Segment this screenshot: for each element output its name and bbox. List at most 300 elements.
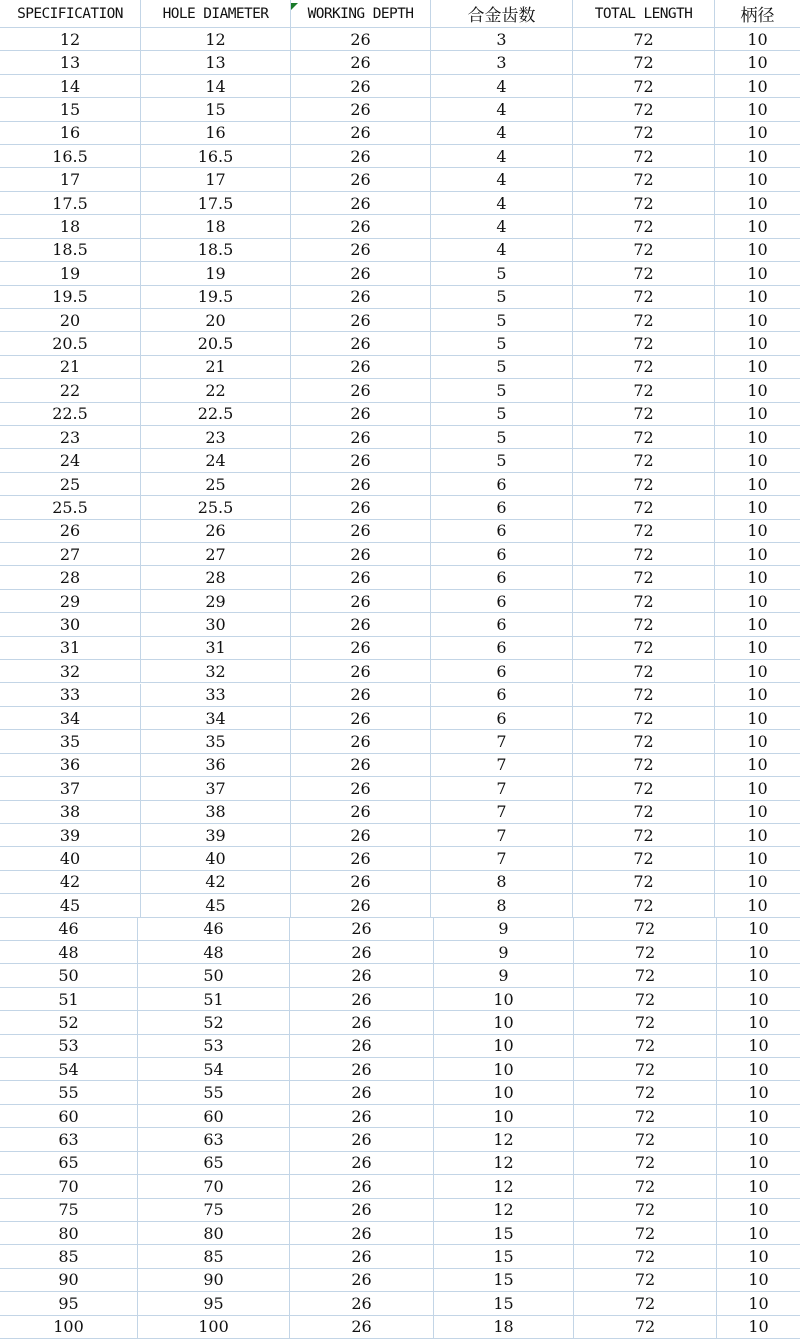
working-depth-cell[interactable]: 26 [291, 871, 431, 893]
spec-cell[interactable]: 28 [0, 566, 141, 588]
working-depth-cell[interactable]: 26 [291, 426, 431, 448]
teeth-cell[interactable]: 7 [431, 730, 573, 752]
total-length-cell[interactable]: 72 [573, 754, 715, 776]
working-depth-cell[interactable]: 26 [290, 1245, 434, 1267]
working-depth-cell[interactable]: 26 [291, 590, 431, 612]
spec-cell[interactable]: 30 [0, 613, 141, 635]
shank-cell[interactable]: 10 [748, 966, 769, 986]
hole-diameter-cell[interactable]: 16 [141, 122, 291, 144]
hole-diameter-cell[interactable]: 23 [141, 426, 291, 448]
spec-cell[interactable]: 18.5 [0, 239, 141, 261]
shank-cell[interactable]: 10 [747, 53, 768, 73]
hole-diameter-cell[interactable]: 14 [141, 75, 291, 97]
spec-cell[interactable]: 45 [0, 894, 141, 916]
working-depth-cell[interactable]: 26 [291, 801, 431, 823]
spec-cell[interactable]: 22.5 [0, 403, 141, 425]
teeth-cell[interactable]: 18 [434, 1316, 574, 1338]
total-length-cell[interactable]: 72 [574, 1011, 717, 1033]
total-length-cell[interactable]: 72 [573, 332, 715, 354]
hole-diameter-cell[interactable]: 34 [141, 707, 291, 729]
spec-cell[interactable]: 42 [0, 871, 141, 893]
hole-diameter-cell[interactable]: 38 [141, 801, 291, 823]
shank-cell[interactable]: 10 [748, 1317, 769, 1337]
spec-cell[interactable]: 54 [0, 1058, 138, 1080]
spec-cell[interactable]: 32 [0, 660, 141, 682]
spec-cell[interactable]: 55 [0, 1081, 138, 1103]
working-depth-cell[interactable]: 26 [291, 262, 431, 284]
working-depth-cell[interactable]: 26 [290, 964, 434, 986]
spec-cell[interactable]: 51 [0, 988, 138, 1010]
total-length-cell[interactable]: 72 [573, 75, 715, 97]
hole-diameter-cell[interactable]: 55 [138, 1081, 290, 1103]
spec-cell[interactable]: 25 [0, 473, 141, 495]
spec-cell[interactable]: 17.5 [0, 192, 141, 214]
total-length-cell[interactable]: 72 [574, 1316, 717, 1338]
teeth-cell[interactable]: 15 [434, 1245, 574, 1267]
teeth-cell[interactable]: 6 [431, 660, 573, 682]
spec-cell[interactable]: 38 [0, 801, 141, 823]
hole-diameter-cell[interactable]: 70 [138, 1175, 290, 1197]
total-length-cell[interactable]: 72 [574, 918, 717, 940]
hole-diameter-cell[interactable]: 22 [141, 379, 291, 401]
shank-cell[interactable]: 10 [747, 380, 768, 400]
total-length-cell[interactable]: 72 [574, 988, 717, 1010]
total-length-cell[interactable]: 72 [573, 777, 715, 799]
shank-cell[interactable]: 10 [747, 427, 768, 447]
teeth-cell[interactable]: 9 [434, 918, 574, 940]
total-length-cell[interactable]: 72 [573, 192, 715, 214]
teeth-cell[interactable]: 5 [431, 262, 573, 284]
shank-cell[interactable]: 10 [748, 1293, 769, 1313]
shank-cell[interactable]: 10 [748, 1247, 769, 1267]
teeth-cell[interactable]: 10 [434, 988, 574, 1010]
shank-cell[interactable]: 10 [747, 895, 768, 915]
total-length-cell[interactable]: 72 [574, 1035, 717, 1057]
hole-diameter-cell[interactable]: 52 [138, 1011, 290, 1033]
total-length-cell[interactable]: 72 [573, 473, 715, 495]
spec-cell[interactable]: 37 [0, 777, 141, 799]
shank-cell[interactable]: 10 [747, 404, 768, 424]
shank-cell[interactable]: 10 [748, 1270, 769, 1290]
shank-cell[interactable]: 10 [747, 591, 768, 611]
hole-diameter-cell[interactable]: 19.5 [141, 286, 291, 308]
hole-diameter-cell[interactable]: 32 [141, 660, 291, 682]
hole-diameter-cell[interactable]: 28 [141, 566, 291, 588]
shank-cell[interactable]: 10 [748, 1130, 769, 1149]
teeth-cell[interactable]: 7 [431, 824, 573, 846]
shank-cell[interactable]: 10 [747, 334, 768, 354]
shank-cell[interactable]: 10 [747, 778, 768, 798]
total-length-cell[interactable]: 72 [573, 824, 715, 846]
spec-cell[interactable]: 53 [0, 1035, 138, 1057]
spec-cell[interactable]: 19 [0, 262, 141, 284]
spec-cell[interactable]: 65 [0, 1152, 138, 1174]
teeth-cell[interactable]: 6 [431, 684, 573, 706]
spec-cell[interactable]: 13 [0, 51, 141, 73]
spec-cell[interactable]: 60 [0, 1105, 138, 1127]
hole-diameter-cell[interactable]: 13 [141, 51, 291, 73]
shank-cell[interactable]: 10 [747, 497, 768, 517]
hole-diameter-cell[interactable]: 20.5 [141, 332, 291, 354]
hole-diameter-cell[interactable]: 16.5 [141, 145, 291, 167]
teeth-cell[interactable]: 4 [431, 98, 573, 120]
total-length-cell[interactable]: 72 [574, 1222, 717, 1244]
shank-cell[interactable]: 10 [747, 310, 768, 330]
shank-cell[interactable]: 10 [747, 123, 768, 143]
teeth-cell[interactable]: 12 [434, 1199, 574, 1221]
hole-diameter-cell[interactable]: 54 [138, 1058, 290, 1080]
teeth-cell[interactable]: 15 [434, 1222, 574, 1244]
spec-cell[interactable]: 40 [0, 847, 141, 869]
total-length-cell[interactable]: 72 [574, 964, 717, 986]
teeth-cell[interactable]: 6 [431, 707, 573, 729]
total-length-cell[interactable]: 72 [573, 707, 715, 729]
spec-cell[interactable]: 35 [0, 730, 141, 752]
teeth-cell[interactable]: 6 [431, 543, 573, 565]
total-length-cell[interactable]: 72 [573, 379, 715, 401]
total-length-cell[interactable]: 72 [573, 566, 715, 588]
working-depth-cell[interactable]: 26 [291, 239, 431, 261]
teeth-cell[interactable]: 7 [431, 777, 573, 799]
hole-diameter-cell[interactable]: 26 [141, 520, 291, 542]
teeth-cell[interactable]: 5 [431, 309, 573, 331]
spec-cell[interactable]: 80 [0, 1222, 138, 1244]
shank-cell[interactable]: 10 [747, 638, 768, 658]
total-length-cell[interactable]: 72 [573, 122, 715, 144]
shank-cell[interactable]: 10 [747, 661, 768, 681]
spec-cell[interactable]: 18 [0, 215, 141, 237]
working-depth-cell[interactable]: 26 [291, 566, 431, 588]
spec-cell[interactable]: 16 [0, 122, 141, 144]
working-depth-cell[interactable]: 26 [290, 1316, 434, 1338]
spec-cell[interactable]: 16.5 [0, 145, 141, 167]
working-depth-cell[interactable]: 26 [291, 309, 431, 331]
hole-diameter-cell[interactable]: 15 [141, 98, 291, 120]
total-length-cell[interactable]: 72 [573, 426, 715, 448]
teeth-cell[interactable]: 6 [431, 637, 573, 659]
hole-diameter-cell[interactable]: 17 [141, 168, 291, 190]
hole-diameter-cell[interactable]: 80 [138, 1222, 290, 1244]
teeth-cell[interactable]: 12 [434, 1128, 574, 1150]
total-length-cell[interactable]: 72 [573, 51, 715, 73]
working-depth-cell[interactable]: 26 [290, 1222, 434, 1244]
total-length-cell[interactable]: 72 [573, 520, 715, 542]
hole-diameter-cell[interactable]: 24 [141, 449, 291, 471]
total-length-cell[interactable]: 72 [573, 215, 715, 237]
hole-diameter-cell[interactable]: 100 [138, 1316, 290, 1338]
teeth-cell[interactable]: 5 [431, 332, 573, 354]
hole-diameter-cell[interactable]: 20 [141, 309, 291, 331]
teeth-cell[interactable]: 3 [431, 28, 573, 50]
shank-cell[interactable]: 10 [747, 708, 768, 728]
hole-diameter-cell[interactable]: 50 [138, 964, 290, 986]
teeth-cell[interactable]: 7 [431, 754, 573, 776]
hole-diameter-cell[interactable]: 90 [138, 1269, 290, 1291]
total-length-cell[interactable]: 72 [574, 1199, 717, 1221]
spec-cell[interactable]: 17 [0, 168, 141, 190]
hole-diameter-cell[interactable]: 42 [141, 871, 291, 893]
teeth-cell[interactable]: 4 [431, 215, 573, 237]
teeth-cell[interactable]: 6 [431, 613, 573, 635]
hole-diameter-cell[interactable]: 27 [141, 543, 291, 565]
working-depth-cell[interactable]: 26 [291, 192, 431, 214]
spec-cell[interactable]: 100 [0, 1316, 138, 1338]
teeth-cell[interactable]: 4 [431, 239, 573, 261]
shank-cell[interactable]: 10 [748, 1106, 769, 1126]
spec-cell[interactable]: 31 [0, 637, 141, 659]
teeth-cell[interactable]: 8 [431, 894, 573, 916]
working-depth-cell[interactable]: 26 [291, 98, 431, 120]
hole-diameter-cell[interactable]: 65 [138, 1152, 290, 1174]
working-depth-cell[interactable]: 26 [290, 1081, 434, 1103]
shank-cell[interactable]: 10 [748, 1036, 769, 1056]
shank-cell[interactable]: 10 [747, 451, 768, 471]
shank-cell[interactable]: 10 [747, 568, 768, 588]
teeth-cell[interactable]: 8 [431, 871, 573, 893]
total-length-cell[interactable]: 72 [573, 496, 715, 518]
working-depth-cell[interactable]: 26 [291, 379, 431, 401]
spec-cell[interactable]: 48 [0, 941, 138, 963]
total-length-cell[interactable]: 72 [573, 684, 715, 706]
working-depth-cell[interactable]: 26 [291, 496, 431, 518]
working-depth-cell[interactable]: 26 [291, 754, 431, 776]
spec-cell[interactable]: 52 [0, 1011, 138, 1033]
hole-diameter-cell[interactable]: 85 [138, 1245, 290, 1267]
spec-cell[interactable]: 39 [0, 824, 141, 846]
working-depth-cell[interactable]: 26 [290, 1011, 434, 1033]
teeth-cell[interactable]: 12 [434, 1175, 574, 1197]
teeth-cell[interactable]: 3 [431, 51, 573, 73]
shank-cell[interactable]: 10 [747, 825, 768, 845]
shank-cell[interactable]: 10 [747, 193, 768, 213]
spec-cell[interactable]: 63 [0, 1128, 138, 1150]
teeth-cell[interactable]: 4 [431, 145, 573, 167]
shank-cell[interactable]: 10 [748, 1083, 769, 1103]
shank-cell[interactable]: 10 [748, 1223, 769, 1243]
shank-cell[interactable]: 10 [748, 942, 769, 962]
working-depth-cell[interactable]: 26 [291, 894, 431, 916]
teeth-cell[interactable]: 9 [434, 964, 574, 986]
teeth-cell[interactable]: 5 [431, 403, 573, 425]
total-length-cell[interactable]: 72 [573, 613, 715, 635]
spec-cell[interactable]: 12 [0, 28, 141, 50]
hole-diameter-cell[interactable]: 75 [138, 1199, 290, 1221]
total-length-cell[interactable]: 72 [573, 286, 715, 308]
total-length-cell[interactable]: 72 [573, 145, 715, 167]
spec-cell[interactable]: 14 [0, 75, 141, 97]
shank-cell[interactable]: 10 [747, 287, 768, 307]
hole-diameter-cell[interactable]: 22.5 [141, 403, 291, 425]
working-depth-cell[interactable]: 26 [291, 356, 431, 378]
spec-cell[interactable]: 20.5 [0, 332, 141, 354]
total-length-cell[interactable]: 72 [574, 1105, 717, 1127]
working-depth-cell[interactable]: 26 [291, 332, 431, 354]
shank-cell[interactable]: 10 [747, 99, 768, 119]
spec-cell[interactable]: 24 [0, 449, 141, 471]
working-depth-cell[interactable]: 26 [290, 1105, 434, 1127]
hole-diameter-cell[interactable]: 25.5 [141, 496, 291, 518]
shank-cell[interactable]: 10 [747, 732, 768, 752]
total-length-cell[interactable]: 72 [574, 1128, 717, 1150]
working-depth-cell[interactable]: 26 [291, 543, 431, 565]
hole-diameter-cell[interactable]: 19 [141, 262, 291, 284]
shank-cell[interactable]: 10 [747, 685, 768, 705]
total-length-cell[interactable]: 72 [573, 847, 715, 869]
total-length-cell[interactable]: 72 [574, 1269, 717, 1291]
shank-cell[interactable]: 10 [747, 474, 768, 494]
working-depth-cell[interactable]: 26 [291, 286, 431, 308]
working-depth-cell[interactable]: 26 [291, 449, 431, 471]
shank-cell[interactable]: 10 [747, 521, 768, 541]
working-depth-cell[interactable]: 26 [290, 1035, 434, 1057]
hole-diameter-cell[interactable]: 48 [138, 941, 290, 963]
hole-diameter-cell[interactable]: 39 [141, 824, 291, 846]
spec-cell[interactable]: 90 [0, 1269, 138, 1291]
working-depth-cell[interactable]: 26 [291, 403, 431, 425]
hole-diameter-cell[interactable]: 21 [141, 356, 291, 378]
teeth-cell[interactable]: 15 [434, 1292, 574, 1314]
teeth-cell[interactable]: 4 [431, 192, 573, 214]
working-depth-cell[interactable]: 26 [291, 684, 431, 706]
spec-cell[interactable]: 26 [0, 520, 141, 542]
total-length-cell[interactable]: 72 [573, 590, 715, 612]
total-length-cell[interactable]: 72 [573, 98, 715, 120]
working-depth-cell[interactable]: 26 [291, 613, 431, 635]
teeth-cell[interactable]: 5 [431, 356, 573, 378]
hole-diameter-cell[interactable]: 29 [141, 590, 291, 612]
hole-diameter-cell[interactable]: 17.5 [141, 192, 291, 214]
total-length-cell[interactable]: 72 [573, 239, 715, 261]
spec-cell[interactable]: 27 [0, 543, 141, 565]
teeth-cell[interactable]: 10 [434, 1011, 574, 1033]
working-depth-cell[interactable]: 26 [291, 707, 431, 729]
working-depth-cell[interactable]: 26 [291, 145, 431, 167]
teeth-cell[interactable]: 9 [434, 941, 574, 963]
total-length-cell[interactable]: 72 [573, 871, 715, 893]
shank-cell[interactable]: 10 [747, 802, 768, 822]
working-depth-cell[interactable]: 26 [291, 122, 431, 144]
working-depth-cell[interactable]: 26 [291, 473, 431, 495]
total-length-cell[interactable]: 72 [573, 637, 715, 659]
working-depth-cell[interactable]: 26 [291, 51, 431, 73]
teeth-cell[interactable]: 7 [431, 847, 573, 869]
shank-cell[interactable]: 10 [747, 357, 768, 377]
total-length-cell[interactable]: 72 [573, 309, 715, 331]
hole-diameter-cell[interactable]: 36 [141, 754, 291, 776]
hole-diameter-cell[interactable]: 31 [141, 637, 291, 659]
spec-cell[interactable]: 75 [0, 1199, 138, 1221]
header-cell-working-depth[interactable]: WORKING DEPTH [291, 0, 431, 27]
teeth-cell[interactable]: 5 [431, 379, 573, 401]
spec-cell[interactable]: 70 [0, 1175, 138, 1197]
teeth-cell[interactable]: 10 [434, 1058, 574, 1080]
spec-cell[interactable]: 29 [0, 590, 141, 612]
hole-diameter-cell[interactable]: 37 [141, 777, 291, 799]
teeth-cell[interactable]: 10 [434, 1081, 574, 1103]
shank-cell[interactable]: 10 [748, 919, 769, 939]
working-depth-cell[interactable]: 26 [291, 660, 431, 682]
spec-cell[interactable]: 46 [0, 918, 138, 940]
total-length-cell[interactable]: 72 [573, 894, 715, 916]
shank-cell[interactable]: 10 [748, 1059, 769, 1079]
total-length-cell[interactable]: 72 [574, 1245, 717, 1267]
working-depth-cell[interactable]: 26 [291, 637, 431, 659]
total-length-cell[interactable]: 72 [573, 168, 715, 190]
total-length-cell[interactable]: 72 [573, 356, 715, 378]
teeth-cell[interactable]: 4 [431, 122, 573, 144]
hole-diameter-cell[interactable]: 40 [141, 847, 291, 869]
hole-diameter-cell[interactable]: 95 [138, 1292, 290, 1314]
spec-cell[interactable]: 34 [0, 707, 141, 729]
working-depth-cell[interactable]: 26 [290, 1199, 434, 1221]
working-depth-cell[interactable]: 26 [291, 847, 431, 869]
hole-diameter-cell[interactable]: 12 [141, 28, 291, 50]
working-depth-cell[interactable]: 26 [290, 1292, 434, 1314]
hole-diameter-cell[interactable]: 53 [138, 1035, 290, 1057]
total-length-cell[interactable]: 72 [573, 660, 715, 682]
working-depth-cell[interactable]: 26 [291, 168, 431, 190]
teeth-cell[interactable]: 6 [431, 496, 573, 518]
total-length-cell[interactable]: 72 [573, 403, 715, 425]
total-length-cell[interactable]: 72 [573, 543, 715, 565]
shank-cell[interactable]: 10 [747, 76, 768, 96]
spec-cell[interactable]: 33 [0, 684, 141, 706]
working-depth-cell[interactable]: 26 [290, 988, 434, 1010]
shank-cell[interactable]: 10 [747, 216, 768, 236]
total-length-cell[interactable]: 72 [573, 262, 715, 284]
hole-diameter-cell[interactable]: 25 [141, 473, 291, 495]
spec-cell[interactable]: 95 [0, 1292, 138, 1314]
shank-cell[interactable]: 10 [748, 989, 769, 1009]
shank-cell[interactable]: 10 [747, 170, 768, 190]
working-depth-cell[interactable]: 26 [291, 520, 431, 542]
shank-cell[interactable]: 10 [747, 755, 768, 775]
teeth-cell[interactable]: 4 [431, 75, 573, 97]
spec-cell[interactable]: 25.5 [0, 496, 141, 518]
hole-diameter-cell[interactable]: 35 [141, 730, 291, 752]
hole-diameter-cell[interactable]: 18 [141, 215, 291, 237]
shank-cell[interactable]: 10 [747, 240, 768, 260]
hole-diameter-cell[interactable]: 33 [141, 684, 291, 706]
spec-cell[interactable]: 20 [0, 309, 141, 331]
spec-cell[interactable]: 85 [0, 1245, 138, 1267]
shank-cell[interactable]: 10 [747, 146, 768, 166]
working-depth-cell[interactable]: 26 [290, 1128, 434, 1150]
teeth-cell[interactable]: 5 [431, 286, 573, 308]
total-length-cell[interactable]: 72 [573, 730, 715, 752]
spec-cell[interactable]: 36 [0, 754, 141, 776]
shank-cell[interactable]: 10 [748, 1153, 769, 1173]
spec-cell[interactable]: 22 [0, 379, 141, 401]
hole-diameter-cell[interactable]: 63 [138, 1128, 290, 1150]
working-depth-cell[interactable]: 26 [290, 1175, 434, 1197]
working-depth-cell[interactable]: 26 [291, 28, 431, 50]
shank-cell[interactable]: 10 [747, 849, 768, 869]
working-depth-cell[interactable]: 26 [290, 1269, 434, 1291]
total-length-cell[interactable]: 72 [574, 1081, 717, 1103]
teeth-cell[interactable]: 10 [434, 1035, 574, 1057]
working-depth-cell[interactable]: 26 [291, 75, 431, 97]
shank-cell[interactable]: 10 [747, 29, 768, 49]
teeth-cell[interactable]: 6 [431, 566, 573, 588]
hole-diameter-cell[interactable]: 18.5 [141, 239, 291, 261]
teeth-cell[interactable]: 4 [431, 168, 573, 190]
hole-diameter-cell[interactable]: 45 [141, 894, 291, 916]
teeth-cell[interactable]: 6 [431, 520, 573, 542]
working-depth-cell[interactable]: 26 [290, 941, 434, 963]
spec-cell[interactable]: 50 [0, 964, 138, 986]
teeth-cell[interactable]: 15 [434, 1269, 574, 1291]
